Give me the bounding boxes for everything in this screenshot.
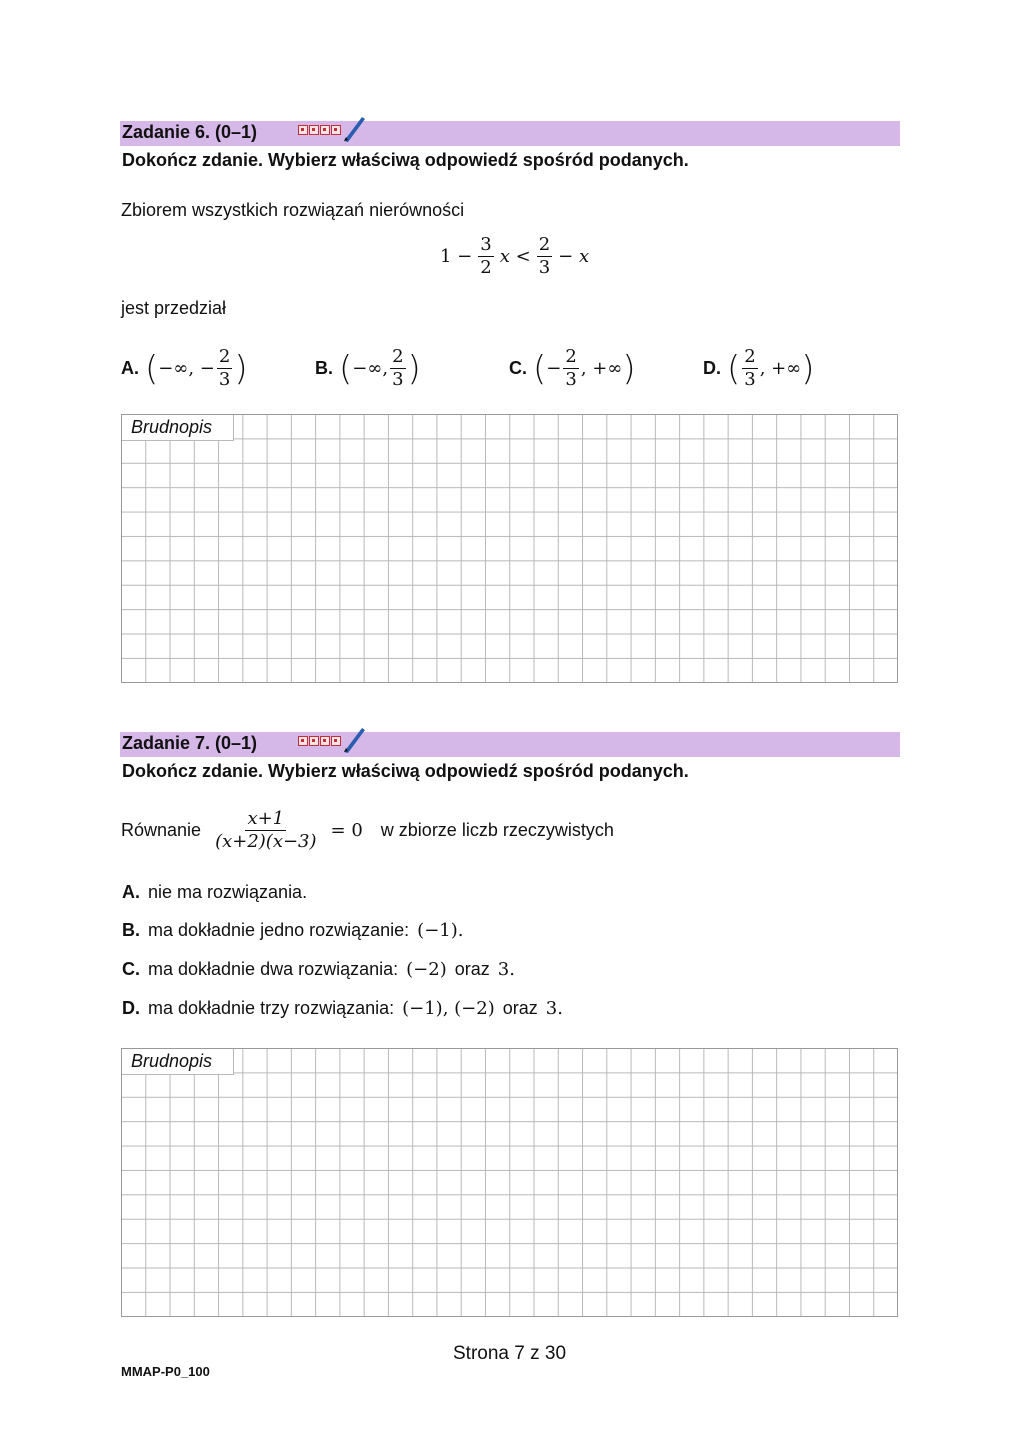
scratch-label: Brudnopis	[122, 1049, 234, 1075]
exam-code: MMAP-P0_100	[121, 1364, 210, 1379]
answer-letter: B.	[122, 920, 140, 940]
equation-frac: $\frac{x+1}{(x+2)(x-3)}$	[215, 808, 317, 852]
answer-letter: A.	[122, 882, 140, 902]
equation-suffix: w zbiorze liczb rzeczywistych	[380, 820, 614, 840]
pen-icon	[342, 113, 366, 143]
ineq-frac2: $\frac{2}{3}$	[538, 234, 551, 278]
task6-header	[120, 121, 900, 146]
task6-option-a[interactable]: A. ( −∞, − $\frac{2}{3}$ )	[121, 346, 248, 390]
task6-title: Zadanie 6. (0–1)	[122, 122, 258, 142]
page-number: Strona 7 z 30	[453, 1343, 567, 1364]
task7-header	[120, 732, 900, 757]
option-pre: −	[546, 358, 562, 379]
answer-text: nie ma rozwiązania.	[148, 882, 308, 902]
option-letter: B.	[315, 358, 333, 378]
ineq-mid: x <	[499, 246, 531, 267]
option-letter: D.	[703, 358, 721, 378]
task7-title: Zadanie 7. (0–1)	[122, 733, 258, 753]
task7-instruction: Dokończ zdanie. Wybierz właściwą odpowiedź spośród podanych.	[122, 761, 689, 781]
task6-scratch-grid[interactable]	[121, 414, 898, 683]
option-pre: −∞,	[352, 358, 389, 379]
task6-option-b[interactable]: B. ( −∞, $\frac{2}{3}$ )	[315, 346, 421, 390]
answer-text: ma dokładnie jedno rozwiązanie:	[148, 920, 410, 940]
option-frac: $\frac{2}{3}$	[218, 346, 231, 390]
equation-rhs: = 0	[330, 820, 363, 841]
answer-tail: oraz	[502, 998, 538, 1018]
task6-option-d[interactable]: D. ( $\frac{2}{3}$ , +∞ )	[703, 346, 815, 390]
task6-outro: jest przedział	[121, 298, 227, 318]
option-frac: $\frac{2}{3}$	[744, 346, 756, 390]
answer-text: ma dokładnie trzy rozwiązania:	[148, 998, 395, 1018]
option-post: , +∞	[580, 358, 623, 379]
ineq-right: − x	[558, 246, 590, 267]
answer-math: (−2)	[406, 959, 447, 980]
scratch-label: Brudnopis	[122, 415, 234, 441]
task7-answer-b[interactable]	[122, 920, 463, 941]
option-post: , +∞	[759, 358, 802, 379]
equation-prefix: Równanie	[121, 820, 202, 840]
answer-math: (−1).	[417, 920, 464, 941]
answer-tail-math: 3.	[545, 998, 563, 1019]
task6-instruction: Dokończ zdanie. Wybierz właściwą odpowiedź spośród podanych.	[122, 150, 689, 170]
answer-letter: C.	[122, 959, 140, 979]
option-letter: A.	[121, 358, 139, 378]
task7-answer-c[interactable]	[122, 959, 515, 980]
option-letter: C.	[509, 358, 527, 378]
task6-skill-icons	[298, 125, 341, 135]
task7-answer-a[interactable]	[122, 882, 307, 903]
option-frac: $\frac{2}{3}$	[565, 346, 577, 390]
answer-tail-math: 3.	[497, 959, 515, 980]
task7-scratch-grid[interactable]	[121, 1048, 898, 1317]
answer-letter: D.	[122, 998, 140, 1018]
task7-equation	[121, 810, 614, 851]
option-frac: $\frac{2}{3}$	[392, 346, 404, 390]
task6-intro: Zbiorem wszystkich rozwiązań nierówności	[121, 200, 465, 220]
task7-answer-d[interactable]	[122, 998, 563, 1019]
pen-icon	[342, 724, 366, 754]
option-pre: −∞, −	[158, 358, 215, 379]
answer-text: ma dokładnie dwa rozwiązania:	[148, 959, 399, 979]
ineq-frac1: $\frac{3}{2}$	[480, 234, 492, 278]
task6-option-c[interactable]: C. ( − $\frac{2}{3}$ , +∞ )	[509, 346, 636, 390]
answer-tail: oraz	[454, 959, 490, 979]
task7-skill-icons	[298, 736, 341, 746]
ineq-left: 1 −	[440, 246, 473, 267]
task6-inequality	[440, 236, 589, 277]
answer-math: (−1), (−2)	[402, 998, 495, 1019]
